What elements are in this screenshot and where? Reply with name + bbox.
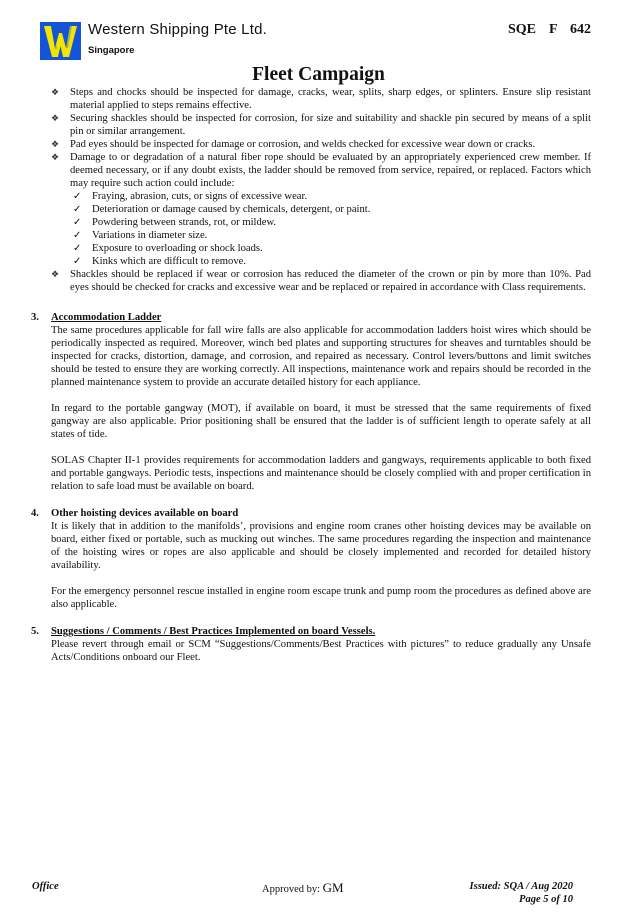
- checklist-text: Exposure to overloading or shock loads.: [92, 243, 263, 254]
- company-name: Western Shipping Pte Ltd.: [88, 21, 267, 38]
- bullet-item: [0, 86, 637, 112]
- four-diamond-bullet-icon: ❖: [51, 87, 60, 97]
- section-number: 3.: [31, 312, 39, 323]
- checkmark-icon: ✓: [73, 243, 82, 254]
- bullet-item: [0, 151, 637, 190]
- document-footer: [0, 878, 637, 918]
- company-location: Singapore: [88, 45, 135, 56]
- section-title: Suggestions / Comments / Best Practices Implemented on board Vessels.: [51, 626, 376, 637]
- document-title: Fleet Campaign: [252, 64, 385, 85]
- section-paragraph: The same procedures applicable for fall wire falls are also applicable for accommodation ladders hoist wires which should be periodically inspected as required. Moreover, winch bed plates and supporting structures for sheaves and turntables should be inspected for cracks, distortion, damage, and corrosion, and repaired as necessary. Control levers/buttons and limit switches should be tested to ensure they are working correctly. All inspections, maintenance work and repairs should be recorded in the planned maintenance system to provide an accurate detailed history for each appliance.: [51, 325, 591, 388]
- page-number: Page 5 of 10: [519, 894, 573, 905]
- section-title: Accommodation Ladder: [51, 312, 162, 323]
- checklist-text: Powdering between strands, rot, or mildew.: [92, 217, 277, 228]
- checklist-item: [0, 203, 637, 216]
- issued-text: Issued: SQA / Aug 2020: [469, 881, 573, 892]
- footer-issue-info: [470, 880, 573, 906]
- section-paragraph: It is likely that in addition to the manifolds’, provisions and engine room cranes other hoisting devices may be available on board, either fixed or portable, such as mucking out winches. The same procedures regarding the inspection and maintenance of the hoisting wires or ropes are also applicable and should be closely implemented and recorded for detailed history availability.: [51, 521, 591, 571]
- checklist-text: Fraying, abrasion, cuts, or signs of excessive wear.: [92, 191, 308, 202]
- bullet-text: Pad eyes should be inspected for damage or corrosion, and welds checked for excessive wear down or cracks.: [70, 139, 536, 150]
- section-accommodation-ladder: [0, 311, 637, 493]
- checklist-item: [0, 190, 637, 203]
- bullet-text: Securing shackles should be inspected for corrosion, for size and suitability and shackle pin secured by means of a split pin or similar arrangement.: [70, 113, 591, 137]
- footer-approval: [262, 880, 344, 896]
- checklist-text: Kinks which are difficult to remove.: [92, 256, 246, 267]
- approved-by: GM: [322, 880, 344, 895]
- checklist-item: [0, 229, 637, 242]
- section-other-hoisting-devices: [0, 507, 637, 611]
- bullet-text: Damage to or degradation of a natural fiber rope should be evaluated by an appropriately experienced crew member. If deemed necessary, or if any doubt exists, the ladder should be removed from service, repaired, or replaced. Factors which may require such action could include:: [70, 152, 591, 189]
- four-diamond-bullet-icon: ❖: [51, 269, 60, 279]
- rope-factor-checklist: [0, 190, 637, 268]
- section-suggestions: [0, 625, 637, 664]
- section-number: 5.: [31, 626, 39, 637]
- checkmark-icon: ✓: [73, 217, 82, 228]
- checkmark-icon: ✓: [73, 204, 82, 215]
- checkmark-icon: ✓: [73, 256, 82, 267]
- section-paragraph: For the emergency personnel rescue installed in engine room escape trunk and pump room the procedures as defined above are also applicable.: [51, 586, 591, 610]
- company-logo-icon: [40, 22, 81, 60]
- checklist-item: [0, 242, 637, 255]
- section-number: 4.: [31, 508, 39, 519]
- inspection-bullet-list: [0, 86, 637, 190]
- checkmark-icon: ✓: [73, 191, 82, 202]
- four-diamond-bullet-icon: ❖: [51, 152, 60, 162]
- footer-office: Office: [32, 881, 59, 892]
- section-paragraph: Please revert through email or SCM “Suggestions/Comments/Best Practices with pictures” to reduce gradually any Unsafe Acts/Conditions onboard our Fleet.: [51, 639, 591, 663]
- section-paragraph: SOLAS Chapter II-1 provides requirements for accommodation ladders and gangways, requirements applicable to both fixed and portable gangways. Periodic tests, inspections and maintenance should be closely complied with and proper certification in relation to safe load must be available on board.: [51, 455, 591, 492]
- checklist-item: [0, 255, 637, 268]
- bullet-item: [0, 138, 637, 151]
- inspection-bullet-list-continued: [0, 268, 637, 294]
- approved-label: Approved by:: [262, 884, 323, 895]
- bullet-item: [0, 268, 637, 294]
- checklist-text: Variations in diameter size.: [92, 230, 208, 241]
- form-code: SQE F 642: [507, 22, 591, 37]
- document-header: [0, 0, 637, 70]
- four-diamond-bullet-icon: ❖: [51, 113, 60, 123]
- checklist-text: Deterioration or damage caused by chemicals, detergent, or paint.: [92, 204, 371, 215]
- bullet-item: [0, 112, 637, 138]
- four-diamond-bullet-icon: ❖: [51, 139, 60, 149]
- bullet-text: Shackles should be replaced if wear or corrosion has reduced the diameter of the crown or pin by more than 10%. Pad eyes should be checked for cracks and excessive wear and be replaced or repaired in accordance with Class requirements.: [70, 269, 591, 293]
- document-body: [0, 86, 637, 664]
- bullet-text: Steps and chocks should be inspected for damage, cracks, wear, splits, sharp edges, or splinters. Ensure slip resistant material applied to steps remains effective.: [70, 87, 591, 111]
- section-title: Other hoisting devices available on board: [51, 508, 239, 519]
- checklist-item: [0, 216, 637, 229]
- section-paragraph: In regard to the portable gangway (MOT), if available on board, it must be stressed that the same requirements of fixed gangway are also applicable. Prior positioning shall be ensured that the ladder is of sufficient length to operate safely at all states of tide.: [51, 403, 591, 440]
- checkmark-icon: ✓: [73, 230, 82, 241]
